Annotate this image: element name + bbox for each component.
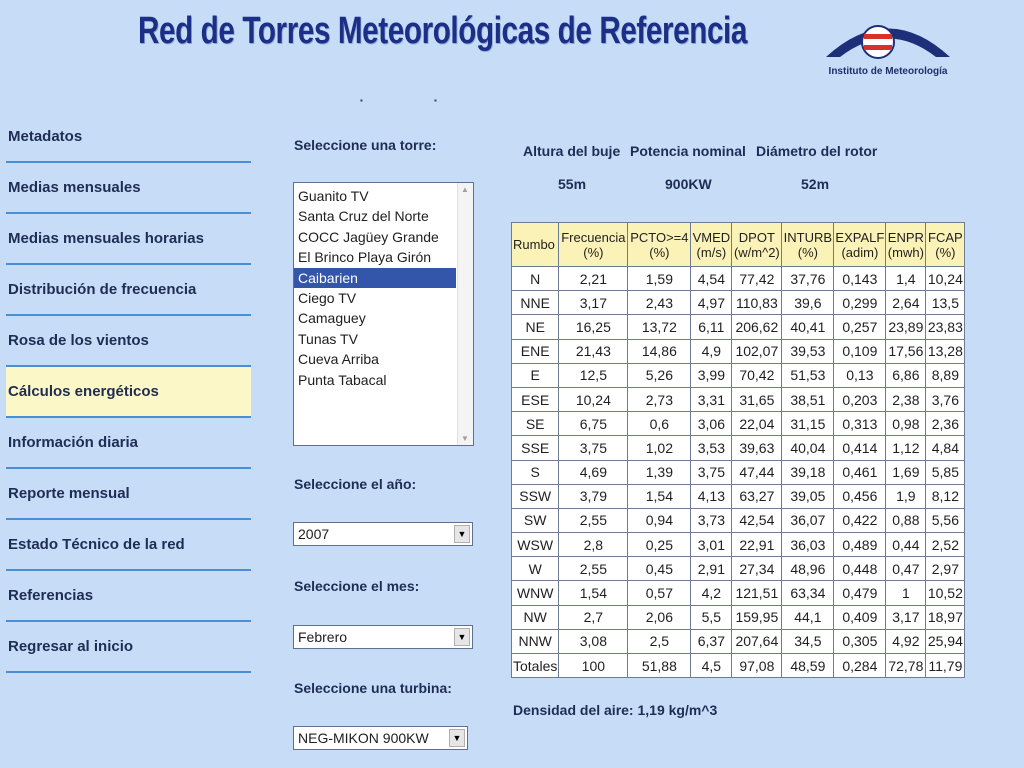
table-cell: 31,15 [782, 412, 834, 436]
tower-option[interactable]: Tunas TV [298, 330, 358, 347]
table-cell: 6,11 [691, 315, 732, 339]
table-cell: 39,18 [782, 460, 834, 484]
table-row [512, 387, 965, 411]
nav-item-distribucion-frecuencia[interactable]: Distribución de frecuencia [6, 265, 251, 316]
table-cell: 16,25 [559, 315, 628, 339]
table-cell: 2,91 [691, 557, 732, 581]
table-cell: 1,54 [628, 484, 691, 508]
table-row [512, 412, 965, 436]
table-cell: 2,21 [559, 267, 628, 291]
row-direction-cell: W [512, 557, 559, 581]
row-direction-cell: NNE [512, 291, 559, 315]
table-cell: 36,03 [782, 533, 834, 557]
tower-option[interactable]: Ciego TV [298, 289, 357, 306]
table-row [512, 654, 965, 678]
table-cell: 22,04 [732, 412, 782, 436]
table-cell: 0,448 [834, 557, 886, 581]
table-cell: 2,97 [926, 557, 965, 581]
table-cell: 5,85 [926, 460, 965, 484]
decorative-specks: ▪ ▪ [360, 96, 437, 105]
table-cell: 2,55 [559, 557, 628, 581]
table-cell: 3,31 [691, 387, 732, 411]
table-cell: 3,01 [691, 533, 732, 557]
table-cell: 0,47 [886, 557, 926, 581]
table-cell: 0,98 [886, 412, 926, 436]
nav-item-metadatos[interactable]: Metadatos [6, 112, 251, 163]
table-cell: 5,26 [628, 363, 691, 387]
table-cell: 0,57 [628, 581, 691, 605]
logo-caption: Instituto de Meteorología [828, 66, 948, 77]
row-direction-cell: ESE [512, 387, 559, 411]
table-cell: 159,95 [732, 605, 782, 629]
table-cell: 77,42 [732, 267, 782, 291]
nav-item-calculos-energeticos[interactable]: Cálculos energéticos [6, 367, 251, 418]
table-cell: 2,38 [886, 387, 926, 411]
row-direction-cell: WNW [512, 581, 559, 605]
month-select[interactable] [293, 625, 473, 649]
table-cell: 37,76 [782, 267, 834, 291]
chevron-down-icon[interactable]: ▼ [454, 628, 470, 646]
table-cell: 4,97 [691, 291, 732, 315]
table-cell: 1,4 [886, 267, 926, 291]
year-select[interactable] [293, 522, 473, 546]
table-cell: 2,5 [628, 629, 691, 653]
month-label: Seleccione el mes: [294, 578, 420, 594]
col-header-frecuencia: Frecuencia (%) [559, 223, 628, 267]
table-cell: 3,76 [926, 387, 965, 411]
table-row [512, 605, 965, 629]
hub-height-value: 55m [558, 176, 587, 192]
table-row [512, 629, 965, 653]
table-row [512, 315, 965, 339]
row-direction-cell: Totales [512, 654, 559, 678]
year-label: Seleccione el año: [294, 476, 417, 492]
table-cell: 1,54 [559, 581, 628, 605]
table-cell: 2,64 [886, 291, 926, 315]
year-select-value: 2007 [298, 526, 330, 542]
table-cell: 3,08 [559, 629, 628, 653]
tower-option[interactable]: Santa Cruz del Norte [298, 208, 429, 225]
row-direction-cell: SE [512, 412, 559, 436]
nominal-power-value: 900KW [665, 176, 712, 192]
nav-item-medias-mensuales[interactable]: Medias mensuales [6, 163, 251, 214]
table-cell: 40,04 [782, 436, 834, 460]
nav-item-informacion-diaria[interactable]: Información diaria [6, 418, 251, 469]
scroll-down-icon[interactable]: ▼ [461, 434, 469, 443]
tower-option[interactable]: El Brinco Playa Girón [298, 249, 432, 266]
table-cell: 4,2 [691, 581, 732, 605]
row-direction-cell: SW [512, 508, 559, 532]
nav-item-rosa-vientos[interactable]: Rosa de los vientos [6, 316, 251, 367]
table-cell: 22,91 [732, 533, 782, 557]
table-header-row [512, 223, 965, 267]
table-cell: 8,89 [926, 363, 965, 387]
table-cell: 4,92 [886, 629, 926, 653]
table-cell: 13,28 [926, 339, 965, 363]
tower-option[interactable]: Cueva Arriba [298, 351, 379, 368]
table-cell: 39,53 [782, 339, 834, 363]
energy-table [511, 222, 965, 678]
table-cell: 4,69 [559, 460, 628, 484]
table-cell: 11,79 [926, 654, 965, 678]
table-cell: 0,422 [834, 508, 886, 532]
table-cell: 44,1 [782, 605, 834, 629]
table-row [512, 267, 965, 291]
table-cell: 0,13 [834, 363, 886, 387]
table-cell: 0,94 [628, 508, 691, 532]
table-cell: 10,52 [926, 581, 965, 605]
table-row [512, 460, 965, 484]
col-header-vmed: VMED (m/s) [691, 223, 732, 267]
table-cell: 39,63 [732, 436, 782, 460]
col-header-fcap: FCAP (%) [926, 223, 965, 267]
row-direction-cell: SSE [512, 436, 559, 460]
table-cell: 100 [559, 654, 628, 678]
table-cell: 47,44 [732, 460, 782, 484]
col-header-pcto: PCTO>=4 (%) [628, 223, 691, 267]
table-cell: 0,299 [834, 291, 886, 315]
table-cell: 36,07 [782, 508, 834, 532]
table-cell: 0,25 [628, 533, 691, 557]
table-cell: 3,75 [559, 436, 628, 460]
table-cell: 4,13 [691, 484, 732, 508]
table-cell: 0,409 [834, 605, 886, 629]
tower-option-selected[interactable]: Caibarien [294, 268, 456, 288]
nav-item-medias-mensuales-horarias[interactable]: Medias mensuales horarias [6, 214, 251, 265]
table-cell: 23,89 [886, 315, 926, 339]
table-body [512, 267, 965, 678]
table-cell: 3,79 [559, 484, 628, 508]
table-cell: 1,02 [628, 436, 691, 460]
row-direction-cell: WSW [512, 533, 559, 557]
table-cell: 51,88 [628, 654, 691, 678]
table-cell: 0,456 [834, 484, 886, 508]
table-row [512, 533, 965, 557]
table-cell: 110,83 [732, 291, 782, 315]
table-cell: 2,8 [559, 533, 628, 557]
table-cell: 25,94 [926, 629, 965, 653]
table-cell: 3,17 [559, 291, 628, 315]
hub-height-label: Altura del buje [523, 143, 621, 159]
table-cell: 5,56 [926, 508, 965, 532]
table-cell: 0,45 [628, 557, 691, 581]
table-cell: 63,27 [732, 484, 782, 508]
tower-option[interactable]: COCC Jagüey Grande [298, 228, 439, 245]
nav-item-estado-tecnico[interactable]: Estado Técnico de la red [6, 520, 251, 571]
table-cell: 2,55 [559, 508, 628, 532]
row-direction-cell: NE [512, 315, 559, 339]
col-header-inturb: INTURB (%) [782, 223, 834, 267]
tower-option[interactable]: Guanito TV [298, 188, 369, 204]
table-cell: 13,72 [628, 315, 691, 339]
table-cell: 1,69 [886, 460, 926, 484]
scroll-up-icon[interactable]: ▲ [461, 185, 469, 194]
row-direction-cell: E [512, 363, 559, 387]
table-cell: 0,284 [834, 654, 886, 678]
table-cell: 3,99 [691, 363, 732, 387]
table-cell: 0,88 [886, 508, 926, 532]
nav-item-reporte-mensual[interactable]: Reporte mensual [6, 469, 251, 520]
table-cell: 2,52 [926, 533, 965, 557]
table-cell: 40,41 [782, 315, 834, 339]
table-cell: 1,9 [886, 484, 926, 508]
tower-option[interactable]: Camaguey [298, 310, 366, 327]
turbine-label: Seleccione una turbina: [294, 680, 452, 696]
table-cell: 121,51 [732, 581, 782, 605]
table-cell: 39,05 [782, 484, 834, 508]
table-cell: 4,9 [691, 339, 732, 363]
table-cell: 48,59 [782, 654, 834, 678]
table-cell: 10,24 [559, 387, 628, 411]
table-cell: 6,86 [886, 363, 926, 387]
table-cell: 2,73 [628, 387, 691, 411]
tower-label: Seleccione una torre: [294, 137, 437, 153]
row-direction-cell: NW [512, 605, 559, 629]
table-cell: 0,203 [834, 387, 886, 411]
listbox-scrollbar[interactable] [457, 183, 473, 445]
table-cell: 0,109 [834, 339, 886, 363]
table-cell: 102,07 [732, 339, 782, 363]
table-row [512, 557, 965, 581]
table-cell: 70,42 [732, 363, 782, 387]
table-cell: 17,56 [886, 339, 926, 363]
table-cell: 39,6 [782, 291, 834, 315]
nav-item-referencias[interactable]: Referencias [6, 571, 251, 622]
table-cell: 63,34 [782, 581, 834, 605]
table-cell: 72,78 [886, 654, 926, 678]
chevron-down-icon[interactable]: ▼ [454, 525, 470, 543]
table-cell: 18,97 [926, 605, 965, 629]
table-cell: 8,12 [926, 484, 965, 508]
row-direction-cell: ENE [512, 339, 559, 363]
table-cell: 3,75 [691, 460, 732, 484]
table-cell: 1,59 [628, 267, 691, 291]
nav-item-regresar-inicio[interactable]: Regresar al inicio [6, 622, 251, 673]
table-cell: 3,17 [886, 605, 926, 629]
table-cell: 0,143 [834, 267, 886, 291]
rotor-diameter-value: 52m [801, 176, 830, 192]
table-row [512, 363, 965, 387]
table-cell: 6,75 [559, 412, 628, 436]
table-cell: 1,39 [628, 460, 691, 484]
table-cell: 23,83 [926, 315, 965, 339]
table-cell: 38,51 [782, 387, 834, 411]
turbine-select-value: NEG-MIKON 900KW [298, 730, 429, 746]
table-cell: 0,257 [834, 315, 886, 339]
table-row [512, 291, 965, 315]
table-cell: 6,37 [691, 629, 732, 653]
table-cell: 13,5 [926, 291, 965, 315]
row-direction-cell: N [512, 267, 559, 291]
table-cell: 2,06 [628, 605, 691, 629]
table-cell: 51,53 [782, 363, 834, 387]
table-cell: 0,479 [834, 581, 886, 605]
chevron-down-icon[interactable]: ▼ [449, 729, 465, 747]
col-header-dpot: DPOT (w/m^2) [732, 223, 782, 267]
table-cell: 0,44 [886, 533, 926, 557]
table-cell: 48,96 [782, 557, 834, 581]
table-cell: 2,43 [628, 291, 691, 315]
col-header-enpr: ENPR (mwh) [886, 223, 926, 267]
table-cell: 27,34 [732, 557, 782, 581]
table-cell: 0,461 [834, 460, 886, 484]
turbine-select[interactable] [293, 726, 468, 750]
table-cell: 1,12 [886, 436, 926, 460]
table-row [512, 339, 965, 363]
col-header-rumbo: Rumbo [512, 223, 559, 267]
table-cell: 4,84 [926, 436, 965, 460]
table-cell: 12,5 [559, 363, 628, 387]
rotor-diameter-label: Diámetro del rotor [756, 143, 878, 159]
table-cell: 2,36 [926, 412, 965, 436]
table-cell: 207,64 [732, 629, 782, 653]
table-cell: 3,73 [691, 508, 732, 532]
table-cell: 0,305 [834, 629, 886, 653]
table-cell: 10,24 [926, 267, 965, 291]
table-row [512, 581, 965, 605]
table-cell: 206,62 [732, 315, 782, 339]
table-cell: 34,5 [782, 629, 834, 653]
table-cell: 3,06 [691, 412, 732, 436]
col-header-expalf: EXPALF (adim) [834, 223, 886, 267]
row-direction-cell: SSW [512, 484, 559, 508]
tower-listbox[interactable] [293, 182, 474, 446]
table-cell: 21,43 [559, 339, 628, 363]
table-cell: 5,5 [691, 605, 732, 629]
table-cell: 4,54 [691, 267, 732, 291]
table-cell: 3,53 [691, 436, 732, 460]
air-density: Densidad del aire: 1,19 kg/m^3 [513, 702, 718, 718]
table-cell: 4,5 [691, 654, 732, 678]
month-select-value: Febrero [298, 629, 348, 645]
table-cell: 42,54 [732, 508, 782, 532]
nominal-power-label: Potencia nominal [630, 143, 746, 159]
table-cell: 97,08 [732, 654, 782, 678]
table-cell: 0,414 [834, 436, 886, 460]
tower-option[interactable]: Punta Tabacal [298, 371, 387, 388]
table-row [512, 436, 965, 460]
table-cell: 0,6 [628, 412, 691, 436]
table-cell: 0,313 [834, 412, 886, 436]
row-direction-cell: S [512, 460, 559, 484]
table-row [512, 508, 965, 532]
table-cell: 31,65 [732, 387, 782, 411]
table-row [512, 484, 965, 508]
table-cell: 1 [886, 581, 926, 605]
page-title: Red de Torres Meteorológicas de Referencia [138, 10, 748, 52]
table-cell: 2,7 [559, 605, 628, 629]
table-cell: 0,489 [834, 533, 886, 557]
sidebar-nav [6, 112, 251, 673]
row-direction-cell: NNW [512, 629, 559, 653]
table-cell: 14,86 [628, 339, 691, 363]
